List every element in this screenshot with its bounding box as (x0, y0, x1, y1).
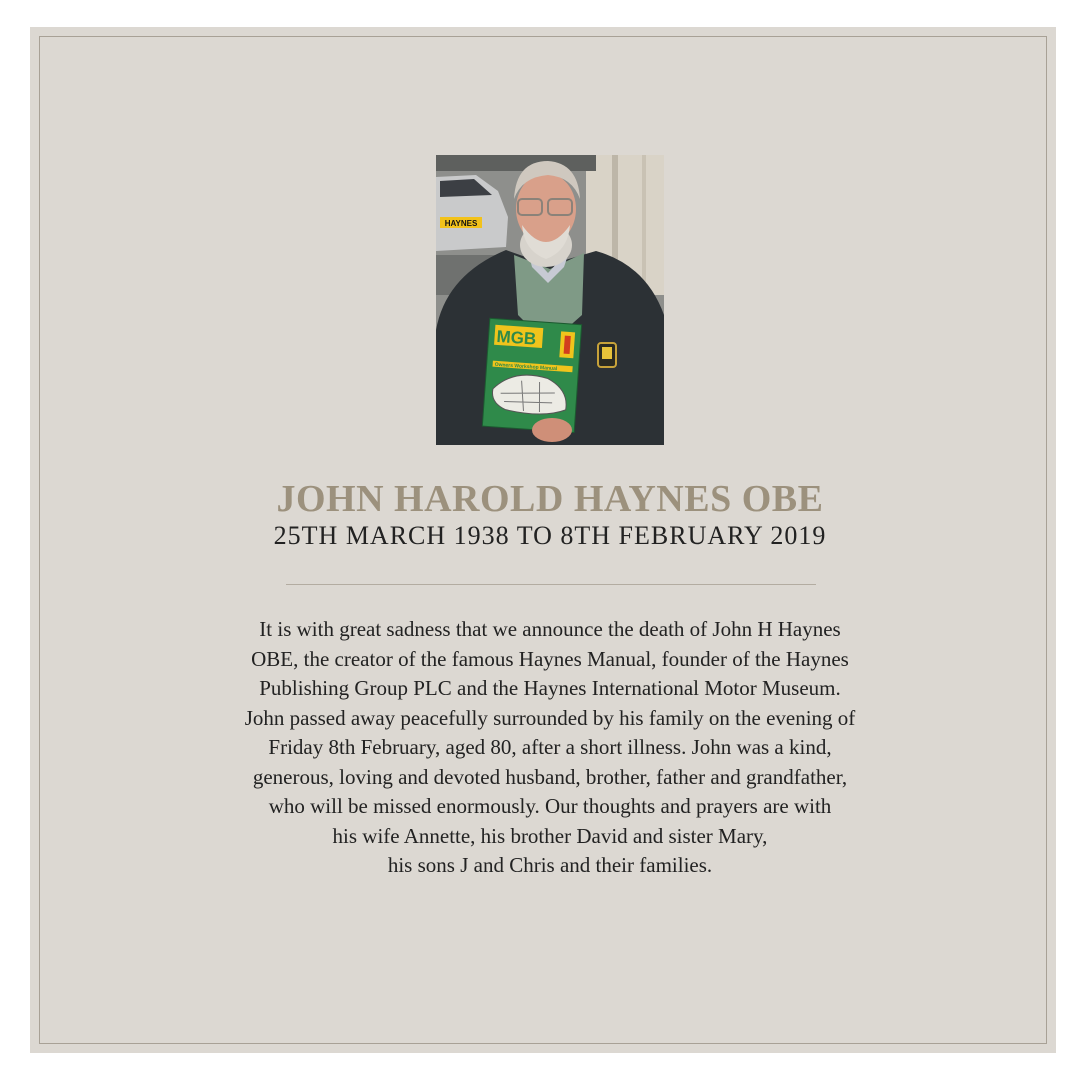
divider-rule (286, 584, 816, 585)
announcement-line: OBE, the creator of the famous Haynes Manual, founder of the Haynes (251, 646, 849, 671)
announcement-line: who will be missed enormously. Our thoughts and prayers are with (268, 794, 832, 818)
announcement-line: John passed away peacefully surrounded by his family on the evening of (244, 705, 856, 730)
announcement-line: his sons J and Chris and their families. (387, 853, 713, 877)
book-subtitle-text: Owners Workshop Manual (494, 361, 558, 373)
life-dates: 25TH MARCH 1938 TO 8TH FEBRUARY 2019 (273, 521, 827, 550)
announcement-line: Friday 8th February, aged 80, after a short illness. John was a kind, (268, 735, 832, 759)
announcement-line: Publishing Group PLC and the Haynes International Motor Museum. (259, 676, 841, 700)
announcement-line: his wife Annette, his brother David and sister Mary, (332, 823, 768, 848)
portrait-photo (436, 155, 664, 445)
deceased-name: JOHN HAROLD HAYNES OBE (276, 478, 824, 520)
number-plate-text: HAYNES (444, 219, 478, 228)
book-title-text: MGB (495, 326, 537, 349)
announcement-text (170, 615, 930, 881)
announcement-line: It is with great sadness that we announce the death of John H Haynes (259, 617, 841, 641)
memorial-card (30, 27, 1056, 1053)
announcement-line: generous, loving and devoted husband, brother, father and grandfather, (252, 764, 848, 789)
